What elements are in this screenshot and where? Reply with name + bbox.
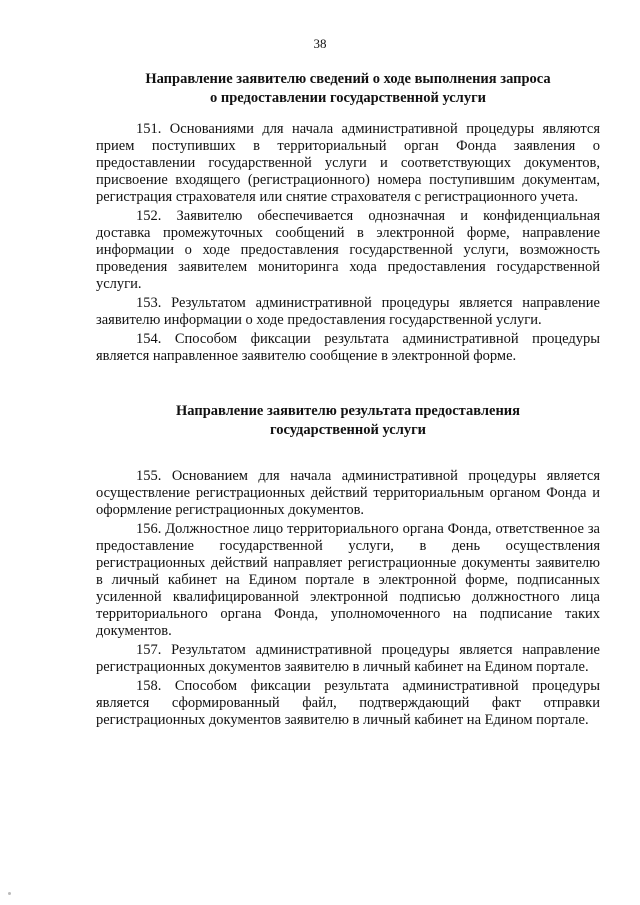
section-1-heading-line-2: о предоставлении государственной услуги (209, 90, 487, 106)
section-2-body (96, 468, 600, 729)
section-1-body (96, 121, 600, 365)
paragraph-157: 157. Результатом административной процедуры является направление регистрационных документов заявителю в личный кабинет на Едином портале. (96, 642, 600, 675)
section-2-heading-line-1: Направление заявителю результата предоставления (176, 403, 520, 419)
section-2-heading (96, 402, 600, 440)
paragraph-153: 153. Результатом административной процедуры является направление заявителю информации о ходе предоставления государственной услуги. (96, 295, 600, 328)
scan-artifact (8, 892, 11, 895)
paragraph-151: 151. Основаниями для начала административной процедуры являются прием поступивших в территориальный орган Фонда заявления о предоставлении государственной услуги и соответствующих документов, присвоение входящего (регистрационного) номера поступившим документам, регистрация страхователя или снятие страхователя с регистрационного учета. (96, 121, 600, 205)
paragraph-154: 154. Способом фиксации результата административной процедуры является направленное заявителю сообщение в электронной форме. (96, 331, 600, 364)
section-1-heading-line-1: Направление заявителю сведений о ходе выполнения запроса (145, 71, 551, 87)
paragraph-155: 155. Основанием для начала административной процедуры является осуществление регистрационных действий территориальным органом Фонда и оформление регистрационных документов. (96, 468, 600, 518)
paragraph-152: 152. Заявителю обеспечивается однозначная и конфиденциальная доставка промежуточных сообщений в электронной форме, направление информации о ходе предоставления государственной услуги, возможность проведения заявителем мониторинга хода предоставления государственной услуги. (96, 208, 600, 292)
section-2-heading-line-2: государственной услуги (269, 422, 427, 438)
page-number: 38 (313, 36, 327, 51)
section-1-heading (96, 70, 600, 108)
paragraph-158: 158. Способом фиксации результата административной процедуры является сформированный файл, подтверждающий факт отправки регистрационных документов заявителю в личный кабинет на Едином портале. (96, 678, 600, 728)
paragraph-156: 156. Должностное лицо территориального органа Фонда, ответственное за предоставление государственной услуги, в день осуществления регистрационных действий направляет регистрационные документы заявителю в личный кабинет на Едином портале в электронной форме, подписанных усиленной квалифицированной электронной подписью должностного лица территориального органа Фонда, уполномоченного на подписание таких документов. (96, 521, 600, 639)
